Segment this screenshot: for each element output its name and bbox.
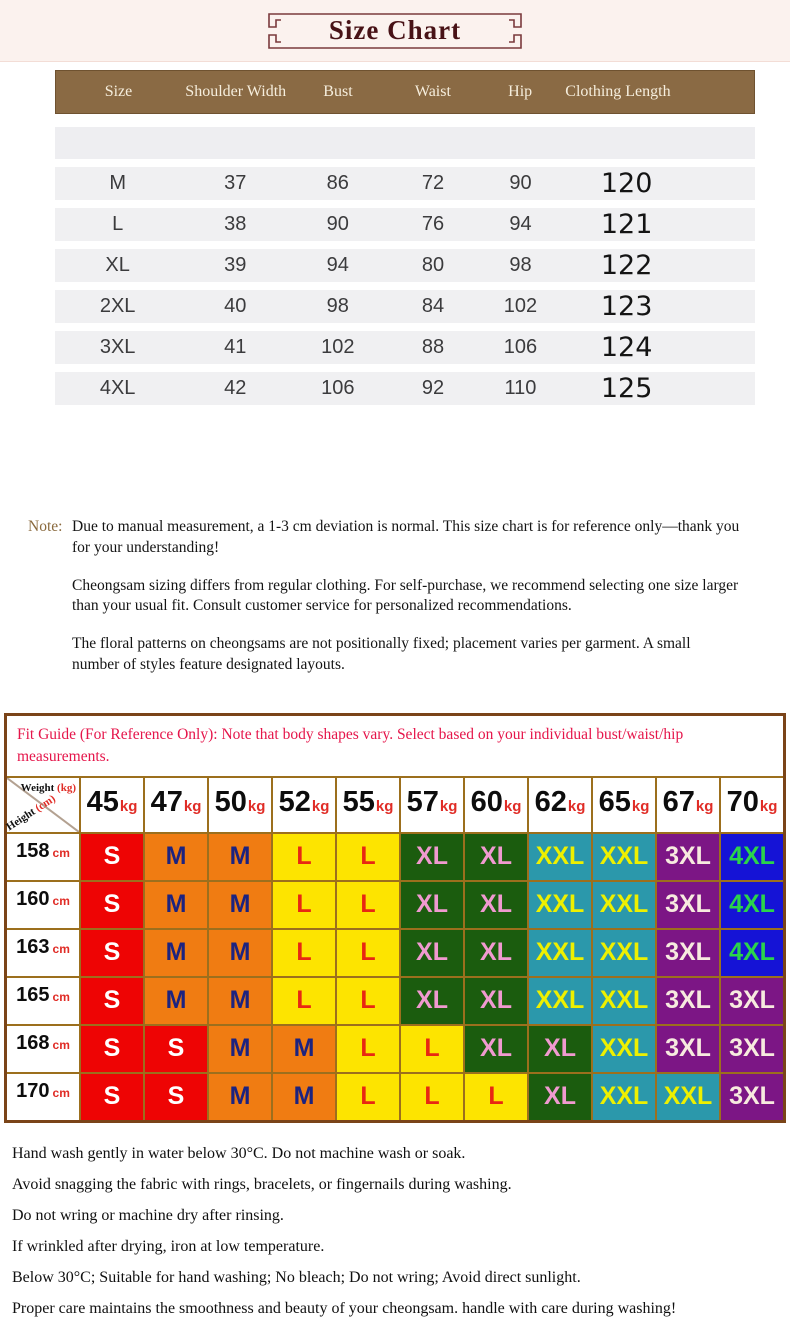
height-label-cell — [7, 978, 79, 1024]
size-cell: M — [145, 834, 207, 880]
size-cell: S — [81, 1026, 143, 1072]
size-cell: 4XL — [721, 882, 783, 928]
size-cell: XXL — [593, 1026, 655, 1072]
size-table-row — [55, 208, 755, 241]
size-cell: XL — [401, 930, 463, 976]
height-label-cell — [7, 1074, 79, 1120]
weight-value: 47 — [150, 785, 183, 818]
size-cell: L — [465, 1074, 527, 1120]
weight-unit: kg — [631, 797, 650, 815]
height-value: 170 — [16, 1079, 50, 1102]
size-cell: XXL — [593, 978, 655, 1024]
size-cell: XL — [465, 1026, 527, 1072]
note-label: Note: — [28, 518, 63, 535]
title-frame — [250, 7, 540, 55]
size-cell: XL — [529, 1026, 591, 1072]
size-cell: L — [401, 1026, 463, 1072]
size-cell: M — [209, 1026, 271, 1072]
size-table-header-cell: Shoulder Width — [185, 83, 287, 100]
size-cell: XXL — [529, 978, 591, 1024]
weight-header-cell — [81, 778, 143, 832]
corner-height-unit: (cm) — [33, 792, 58, 814]
size-table-cell: 38 — [224, 213, 247, 235]
size-table-header-cell: Waist — [414, 83, 451, 100]
size-table-cell: 102 — [321, 336, 355, 358]
care-instructions — [12, 1145, 790, 1318]
care-line: Below 30°C; Suitable for hand washing; No bleach; Do not wring; Avoid direct sunlight. — [12, 1268, 581, 1286]
weight-value: 55 — [342, 785, 375, 818]
height-value: 158 — [16, 839, 50, 862]
size-table-cell: 123 — [600, 291, 653, 322]
size-cell: S — [81, 882, 143, 928]
size-cell: L — [273, 882, 335, 928]
care-line: Avoid snagging the fabric with rings, bracelets, or fingernails during washing. — [12, 1175, 512, 1193]
weight-value: 52 — [278, 785, 311, 818]
size-table-cell: 80 — [421, 254, 445, 276]
size-table-cell: 94 — [326, 254, 349, 276]
size-cell: XL — [401, 834, 463, 880]
height-unit: cm — [52, 1085, 70, 1100]
size-cell: 3XL — [657, 978, 719, 1024]
size-table-cell: 98 — [326, 295, 349, 317]
size-table-cell: 124 — [600, 332, 653, 363]
weight-unit: kg — [759, 797, 778, 815]
size-cell: M — [209, 882, 271, 928]
size-cell: S — [81, 978, 143, 1024]
height-unit: cm — [52, 1037, 70, 1052]
care-line: Hand wash gently in water below 30°C. Do not machine wash or soak. — [12, 1144, 466, 1162]
size-cell: 3XL — [721, 1026, 783, 1072]
size-table-cell: 39 — [224, 254, 247, 276]
size-cell: M — [273, 1026, 335, 1072]
size-cell: 4XL — [721, 930, 783, 976]
size-table-body — [55, 167, 755, 405]
size-cell: XL — [401, 882, 463, 928]
weight-unit: kg — [503, 797, 522, 815]
height-label-cell — [7, 930, 79, 976]
note-paragraphs — [72, 517, 740, 693]
size-cell: XL — [465, 882, 527, 928]
weight-value: 70 — [726, 785, 759, 818]
notes-section — [28, 517, 768, 693]
size-cell: S — [145, 1074, 207, 1120]
note-paragraph: The floral patterns on cheongsams are not positionally fixed; placement varies per garment. A small number of styles feature designated layouts. — [72, 635, 691, 673]
size-table-cell: 121 — [600, 209, 653, 240]
size-cell: S — [145, 1026, 207, 1072]
size-table-cell: 90 — [509, 172, 532, 194]
size-cell: S — [81, 834, 143, 880]
care-line: Do not wring or machine dry after rinsing. — [12, 1206, 284, 1224]
weight-value: 62 — [534, 785, 567, 818]
weight-unit: kg — [247, 797, 266, 815]
size-table-cell: 42 — [224, 377, 247, 399]
size-table-cell: 110 — [504, 377, 537, 399]
size-table-cell: 4XL — [99, 377, 136, 399]
size-cell: M — [209, 930, 271, 976]
weight-value: 67 — [662, 785, 695, 818]
size-table-cell: 122 — [600, 250, 653, 281]
weight-header-cell — [657, 778, 719, 832]
size-table-cell: 2XL — [99, 295, 136, 317]
care-line: Proper care maintains the smoothness and beauty of your cheongsam. handle with care during washing! — [12, 1299, 677, 1317]
height-label-cell — [7, 882, 79, 928]
size-table-header — [55, 70, 755, 114]
weight-value: 57 — [406, 785, 439, 818]
weight-header-cell — [529, 778, 591, 832]
size-cell: XL — [465, 930, 527, 976]
corner-cell — [4, 778, 79, 833]
fit-guide-table — [4, 776, 783, 1120]
page-title: Size Chart — [328, 15, 462, 45]
corner-weight-label — [21, 782, 76, 794]
size-cell: 3XL — [657, 834, 719, 880]
size-cell: 3XL — [657, 882, 719, 928]
weight-header-cell — [337, 778, 399, 832]
weight-value: 60 — [470, 785, 503, 818]
corner-weight-unit: (kg) — [57, 781, 76, 794]
size-cell: XXL — [593, 930, 655, 976]
size-table-cell: 72 — [421, 172, 445, 194]
size-cell: L — [337, 978, 399, 1024]
fit-guide-section — [4, 713, 786, 1123]
corner-height-text: Height — [4, 803, 40, 833]
size-table-cell: 76 — [421, 213, 445, 235]
note-paragraph: Cheongsam sizing differs from regular clothing. For self-purchase, we recommend selecting one size larger than your usual fit. Consult customer service for personalized recommendations. — [72, 576, 739, 615]
weight-header-cell — [209, 778, 271, 832]
size-table-row — [55, 167, 755, 200]
weight-header-cell — [273, 778, 335, 832]
size-table-cell: XL — [105, 254, 130, 276]
weight-value: 65 — [598, 785, 631, 818]
size-cell: L — [273, 978, 335, 1024]
size-table-row — [55, 249, 755, 282]
size-table-cell: 37 — [224, 172, 247, 194]
height-value: 160 — [16, 887, 50, 910]
size-cell: L — [401, 1074, 463, 1120]
size-cell: 3XL — [721, 978, 783, 1024]
size-cell: L — [337, 882, 399, 928]
weight-header-cell — [721, 778, 783, 832]
size-table-cell: 120 — [600, 168, 653, 199]
size-table-header-cell: Bust — [323, 83, 353, 100]
size-cell: M — [145, 978, 207, 1024]
size-cell: L — [337, 1026, 399, 1072]
size-cell: XL — [529, 1074, 591, 1120]
weight-unit: kg — [439, 797, 458, 815]
size-table-cell: 84 — [421, 295, 445, 317]
size-cell: XXL — [593, 834, 655, 880]
size-cell: 3XL — [657, 1026, 719, 1072]
size-table-cell: 3XL — [99, 336, 136, 358]
size-cell: XXL — [657, 1074, 719, 1120]
weight-header-cell — [145, 778, 207, 832]
size-table-cell: 88 — [421, 336, 445, 358]
size-cell: L — [337, 834, 399, 880]
size-table-cell: M — [109, 172, 126, 194]
care-line: If wrinkled after drying, iron at low temperature. — [12, 1237, 325, 1255]
size-cell: M — [145, 930, 207, 976]
size-table-cell: L — [112, 213, 124, 235]
size-cell: XL — [465, 978, 527, 1024]
size-table-header-cell: Hip — [508, 83, 533, 100]
weight-header-cell — [465, 778, 527, 832]
height-value: 168 — [16, 1031, 50, 1054]
size-cell: 4XL — [721, 834, 783, 880]
size-table-row — [55, 331, 755, 364]
height-label-cell — [7, 1026, 79, 1072]
height-unit: cm — [52, 893, 70, 908]
size-cell: 3XL — [657, 930, 719, 976]
size-cell: S — [81, 1074, 143, 1120]
size-table-cell: 90 — [326, 213, 349, 235]
weight-unit: kg — [695, 797, 714, 815]
size-table-cell: 40 — [224, 295, 247, 317]
size-cell: XL — [465, 834, 527, 880]
size-table-row-empty — [55, 127, 755, 159]
size-table-cell: 102 — [503, 295, 538, 317]
size-chart-table — [55, 70, 755, 405]
size-table-cell: 98 — [509, 254, 532, 276]
height-label-cell — [7, 834, 79, 880]
size-cell: M — [209, 978, 271, 1024]
corner-weight-text: Weight — [20, 781, 58, 794]
size-table-cell: 106 — [503, 336, 538, 358]
weight-value: 45 — [86, 785, 119, 818]
size-cell: XXL — [529, 834, 591, 880]
size-table-header-cell: Size — [104, 83, 133, 100]
size-table-cell: 92 — [421, 377, 445, 399]
size-table-cell: 86 — [326, 172, 349, 194]
size-cell: S — [81, 930, 143, 976]
size-cell: XL — [401, 978, 463, 1024]
size-cell: M — [209, 1074, 271, 1120]
weight-value: 50 — [214, 785, 247, 818]
size-cell: M — [273, 1074, 335, 1120]
size-table-cell: 106 — [321, 377, 355, 399]
height-unit: cm — [52, 989, 70, 1004]
size-cell: XXL — [593, 882, 655, 928]
fit-guide-title: Fit Guide (For Reference Only): Note that body shapes vary. Select based on your individual bust/waist/hip measurements. — [17, 725, 684, 766]
size-cell: XXL — [529, 882, 591, 928]
weight-unit: kg — [119, 797, 138, 815]
height-unit: cm — [52, 941, 70, 956]
weight-header-cell — [401, 778, 463, 832]
weight-unit: kg — [183, 797, 202, 815]
weight-unit: kg — [311, 797, 330, 815]
size-table-row — [55, 372, 755, 405]
size-cell: M — [209, 834, 271, 880]
size-table-cell: 94 — [509, 213, 532, 235]
weight-unit: kg — [567, 797, 586, 815]
size-cell: L — [273, 834, 335, 880]
weight-header-cell — [593, 778, 655, 832]
size-cell: XXL — [593, 1074, 655, 1120]
banner — [0, 0, 790, 62]
size-cell: 3XL — [721, 1074, 783, 1120]
height-value: 163 — [16, 935, 50, 958]
size-table-cell: 41 — [224, 336, 247, 358]
size-cell: L — [337, 1074, 399, 1120]
size-table-header-cell: Clothing Length — [565, 83, 671, 100]
height-value: 165 — [16, 983, 50, 1006]
size-table-row — [55, 290, 755, 323]
size-cell: M — [145, 882, 207, 928]
size-table-cell: 125 — [600, 373, 653, 404]
height-unit: cm — [52, 845, 70, 860]
size-cell: XXL — [529, 930, 591, 976]
size-cell: L — [337, 930, 399, 976]
weight-unit: kg — [375, 797, 394, 815]
note-paragraph: Due to manual measurement, a 1-3 cm deviation is normal. This size chart is for reference only—thank you for your understanding! — [72, 518, 740, 556]
size-cell: L — [273, 930, 335, 976]
